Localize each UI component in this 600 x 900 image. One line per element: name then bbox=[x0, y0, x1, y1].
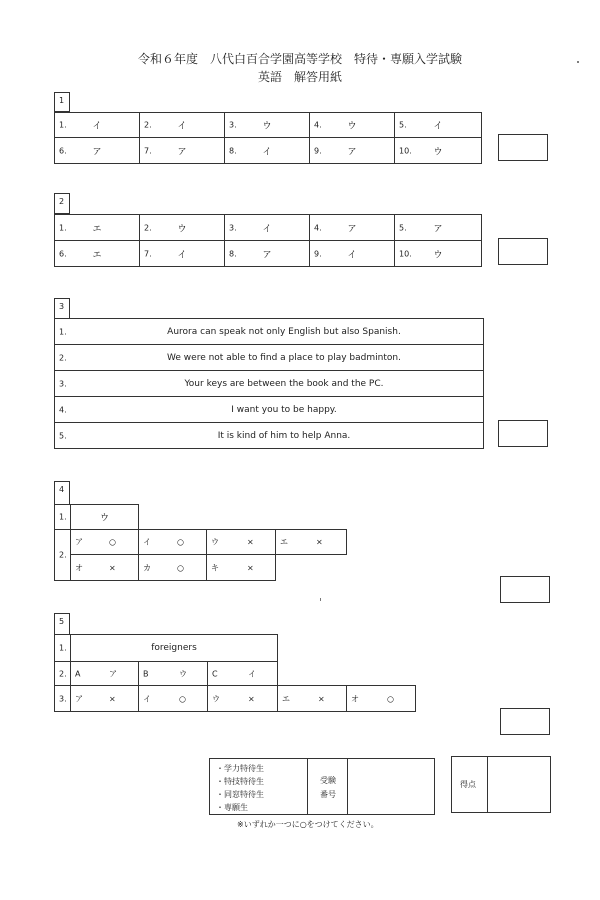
s2-q7-cell: 7. イ bbox=[139, 240, 225, 267]
s4-q1-number: 1. bbox=[54, 504, 71, 530]
s5-q1-answer: foreigners bbox=[70, 634, 278, 662]
s5-q3-number: 3. bbox=[54, 685, 71, 712]
section-4-score-box[interactable] bbox=[500, 576, 550, 603]
s3-q1-row: 1. Aurora can speak not only English but also Spanish. bbox=[54, 318, 484, 345]
total-score-input[interactable] bbox=[488, 757, 550, 812]
exam-number-label-2: 番号 bbox=[320, 790, 336, 799]
s2-q2-cell: 2. ウ bbox=[139, 214, 225, 241]
sheet-title: 英語 解答用紙 bbox=[257, 70, 342, 84]
s4-q1-answer: ウ bbox=[70, 504, 139, 530]
s4-q2-o-cell: オ × bbox=[70, 554, 139, 581]
s4-q2-ka-cell: カ ○ bbox=[138, 554, 207, 581]
s5-q3-e-cell: エ × bbox=[277, 685, 347, 712]
s5-q3-a-cell: ア × bbox=[70, 685, 139, 712]
score-label-cell bbox=[452, 757, 488, 812]
section-2-score-box[interactable] bbox=[498, 238, 548, 265]
exam-title: 令和６年度 八代白百合学園高等学校 特待・専願入学試験 bbox=[137, 52, 462, 66]
section-3-label: 3 bbox=[54, 298, 70, 319]
s4-q2-number: 2. bbox=[54, 529, 71, 581]
exam-number-label-cell bbox=[308, 759, 348, 814]
option-academic-scholar[interactable]: ・学力特待生 bbox=[216, 764, 264, 773]
section-4-label: 4 bbox=[54, 481, 70, 505]
s3-q5-row: 5. It is kind of him to help Anna. bbox=[54, 422, 484, 449]
s2-q9-cell: 9. イ bbox=[309, 240, 395, 267]
s4-q2-u-cell: ウ × bbox=[206, 529, 276, 555]
candidate-info-box bbox=[209, 758, 435, 815]
exam-number-input[interactable] bbox=[348, 759, 434, 814]
exam-number-label-1: 受験 bbox=[320, 776, 336, 785]
s2-q3-cell: 3. イ bbox=[224, 214, 310, 241]
candidate-type-options[interactable] bbox=[210, 759, 308, 814]
s5-q2-b-cell: B ウ bbox=[138, 661, 208, 686]
option-alumni-scholar[interactable]: ・同窓特待生 bbox=[216, 790, 264, 799]
s1-q2-cell: 2. イ bbox=[139, 112, 225, 138]
s1-q4-cell: 4. ウ bbox=[309, 112, 395, 138]
section-1-score-box[interactable] bbox=[498, 134, 548, 161]
s4-q2-e-cell: エ × bbox=[275, 529, 347, 555]
s5-q3-i-cell: イ ○ bbox=[138, 685, 208, 712]
scan-speck bbox=[577, 61, 579, 63]
s2-q4-cell: 4. ア bbox=[309, 214, 395, 241]
s2-q10-cell: 10. ウ bbox=[394, 240, 482, 267]
option-skill-scholar[interactable]: ・特技特待生 bbox=[216, 777, 264, 786]
s5-q2-number: 2. bbox=[54, 661, 71, 686]
s2-q1-cell: 1. エ bbox=[54, 214, 140, 241]
s1-q3-cell: 3. ウ bbox=[224, 112, 310, 138]
section-5-label: 5 bbox=[54, 613, 70, 635]
s1-q1-cell: 1. イ bbox=[54, 112, 140, 138]
s1-q7-cell: 7. ア bbox=[139, 137, 225, 164]
s2-q8-cell: 8. ア bbox=[224, 240, 310, 267]
s3-q2-row: 2. We were not able to find a place to play badminton. bbox=[54, 344, 484, 371]
s1-q9-cell: 9. ア bbox=[309, 137, 395, 164]
s3-q4-row: 4. I want you to be happy. bbox=[54, 396, 484, 423]
s4-q2-ki-cell: キ × bbox=[206, 554, 276, 581]
section-2-label: 2 bbox=[54, 193, 70, 214]
s3-q3-row: 3. Your keys are between the book and the PC. bbox=[54, 370, 484, 397]
s5-q3-o-cell: オ ○ bbox=[346, 685, 416, 712]
s2-q6-cell: 6. エ bbox=[54, 240, 140, 267]
scan-speck bbox=[320, 598, 321, 601]
s2-q5-cell: 5. ア bbox=[394, 214, 482, 241]
s4-q2-a-cell: ア ○ bbox=[70, 529, 139, 555]
s1-q5-cell: 5. イ bbox=[394, 112, 482, 138]
s1-q8-cell: 8. イ bbox=[224, 137, 310, 164]
option-single-application[interactable]: ・専願生 bbox=[216, 803, 248, 812]
section-3-score-box[interactable] bbox=[498, 420, 548, 447]
s5-q3-u-cell: ウ × bbox=[207, 685, 278, 712]
section-1-label: 1 bbox=[54, 92, 70, 112]
s5-q2-a-cell: A ア bbox=[70, 661, 139, 686]
s1-q10-cell: 10. ウ bbox=[394, 137, 482, 164]
s4-q2-i-cell: イ ○ bbox=[138, 529, 207, 555]
score-label: 得点 bbox=[460, 780, 476, 789]
section-5-score-box[interactable] bbox=[500, 708, 550, 735]
s5-q1-number: 1. bbox=[54, 634, 71, 662]
footer-note: ※いずれか一つに○をつけてください。 bbox=[237, 820, 379, 829]
s1-q6-cell: 6. ア bbox=[54, 137, 140, 164]
s5-q2-c-cell: C イ bbox=[207, 661, 278, 686]
total-score-box bbox=[451, 756, 551, 813]
